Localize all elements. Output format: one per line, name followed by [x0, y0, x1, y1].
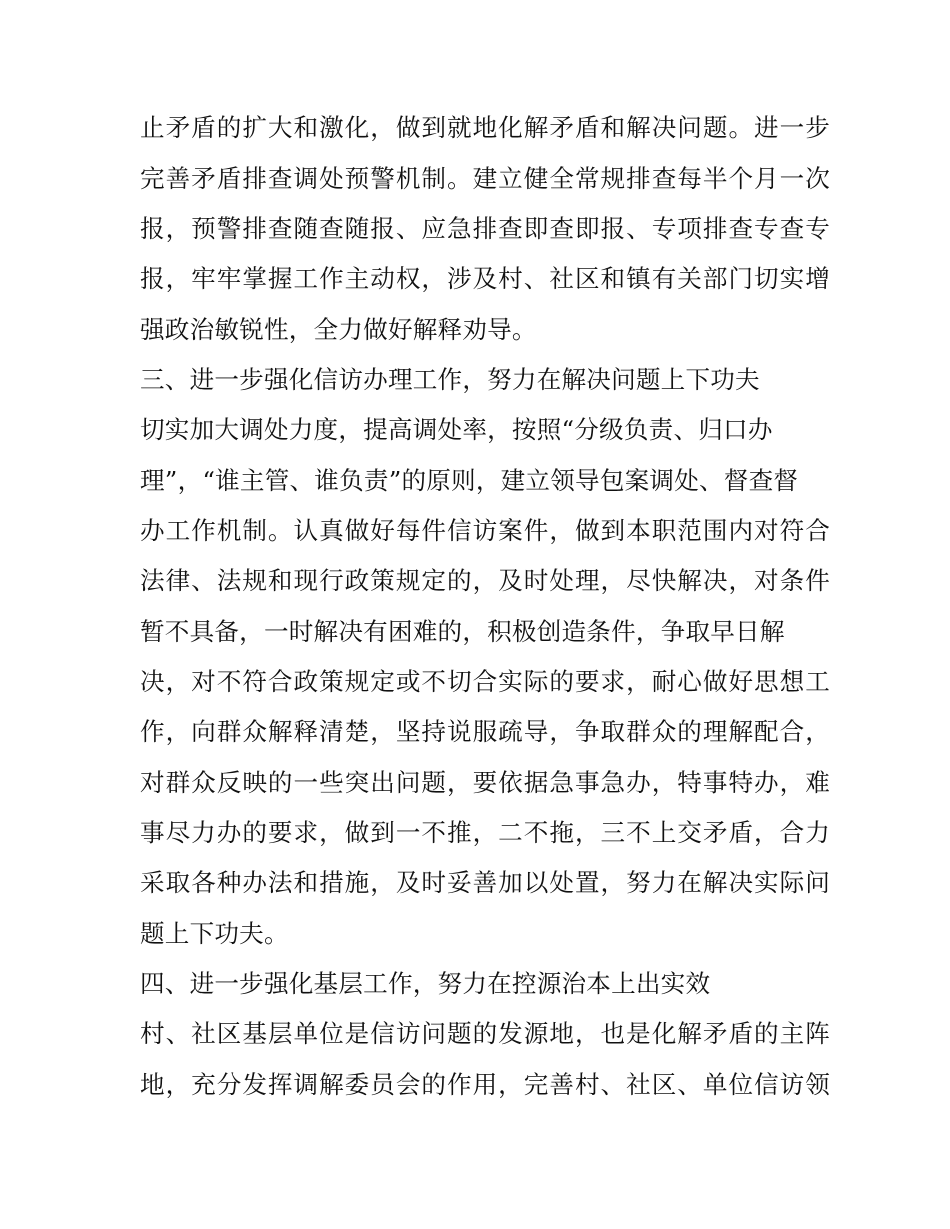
text-line: 止矛盾的扩大和激化，做到就地化解矛盾和解决问题。进一步 [140, 113, 830, 142]
text-line: 地，充分发挥调解委员会的作用，完善村、社区、单位信访领 [140, 1070, 830, 1099]
text-line: 暂不具备，一时解决有困难的，积极创造条件，争取早日解 [140, 617, 785, 646]
text-line: 题上下功夫。 [140, 919, 289, 948]
text-line: 办工作机制。认真做好每件信访案件，做到本职范围内对符合 [140, 516, 830, 545]
text-line: 事尽力办的要求，做到一不推，二不拖，三不上交矛盾，合力 [140, 818, 830, 847]
text-line: 报，牢牢掌握工作主动权，涉及村、社区和镇有关部门切实增 [140, 264, 830, 293]
text-line: 切实加大调处力度，提高调处率，按照“分级负责、归口办 [140, 415, 773, 444]
text-line: 村、社区基层单位是信访问题的发源地，也是化解矛盾的主阵 [140, 1019, 830, 1048]
text-line: 决，对不符合政策规定或不切合实际的要求，耐心做好思想工 [140, 667, 830, 696]
text-line: 完善矛盾排查调处预警机制。建立健全常规排查每半个月一次 [140, 164, 830, 193]
text-line: 对群众反映的一些突出问题，要依据急事急办，特事特办，难 [140, 768, 830, 797]
text-line: 作，向群众解释清楚，坚持说服疏导，争取群众的理解配合， [140, 717, 830, 746]
section-heading: 三、进一步强化信访办理工作，努力在解决问题上下功夫 [140, 365, 760, 394]
text-line: 理”，“谁主管、谁负责”的原则，建立领导包案调处、督查督 [140, 466, 799, 495]
text-line: 法律、法规和现行政策规定的，及时处理，尽快解决，对条件 [140, 566, 830, 595]
section-heading: 四、进一步强化基层工作，努力在控源治本上出实效 [140, 969, 711, 998]
text-line: 报，预警排查随查随报、应急排查即查即报、专项排查专查专 [140, 214, 830, 243]
text-line: 强政治敏锐性，全力做好解释劝导。 [140, 315, 537, 344]
text-line: 采取各种办法和措施，及时妥善加以处置，努力在解决实际问 [140, 868, 830, 897]
